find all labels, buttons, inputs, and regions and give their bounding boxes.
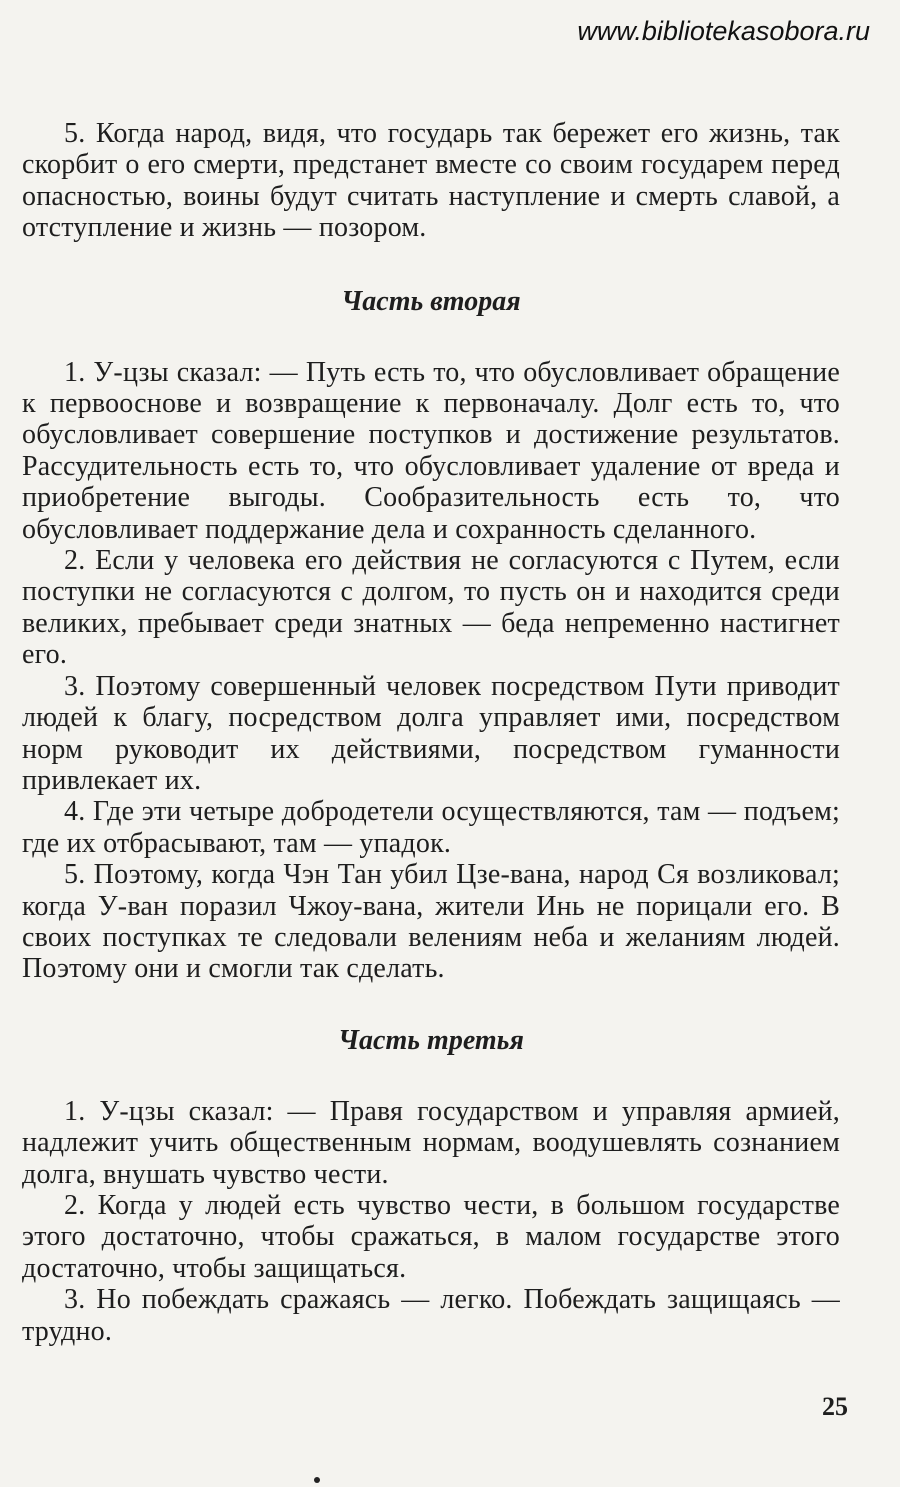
page-number: 25 (822, 1392, 848, 1421)
part-three-paragraph-3: 3. Но побеждать сражаясь — легко. Побеждать защищаясь — трудно. (22, 1284, 840, 1347)
part-three-paragraph-1: 1. У-цзы сказал: — Правя государством и управляя армией, надлежит учить общественным нормам, воодушевлять сознанием долга, внушать чувство чести. (22, 1095, 840, 1190)
page-body (22, 118, 840, 1347)
part-two-paragraph-3: 3. Поэтому совершенный человек посредством Пути приводит людей к благу, посредством долга управляет ими, посредством норм руководит их действиями, посредством гуманности привлекает их. (22, 670, 840, 796)
site-watermark: www.bibliotekasobora.ru (577, 16, 870, 46)
part-two-paragraph-1: 1. У-цзы сказал: — Путь есть то, что обусловливает обращение к первооснове и возвращение к первоначалу. Долг есть то, что обусловливает совершение поступков и достижение результатов. Рассудительность есть то, что обусловливает удаление от вреда и приобретение выгоды. Сообразительность есть то, что обусловливает поддержание дела и сохранность сделанного. (22, 356, 840, 545)
scan-speck (314, 1477, 320, 1483)
part-two-heading: Часть вторая (341, 285, 521, 317)
part-three-paragraph-2: 2. Когда у людей есть чувство чести, в большом государстве этого достаточно, чтобы сражаться, в малом государстве этого достаточно, чтобы защищаться. (22, 1189, 840, 1284)
part-two-paragraph-2: 2. Если у человека его действия не согласуются с Путем, если поступки не согласуются с долгом, то пусть он и находится среди великих, пребывает среди знатных — беда непременно настигнет его. (22, 545, 840, 671)
intro-paragraph: 5. Когда народ, видя, что государь так бережет его жизнь, так скорбит о его смерти, предстанет вместе со своим государем перед опасностью, воины будут считать наступление и смерть славой, а отступление и жизнь — позором. (22, 118, 840, 244)
part-three-heading: Часть третья (338, 1024, 524, 1056)
part-two-paragraph-5: 5. Поэтому, когда Чэн Тан убил Цзе-вана, народ Ся возликовал; когда У-ван поразил Чжоу-вана, жители Инь не порицали его. В своих поступках те следовали велениям неба и желаниям людей. Поэтому они и смогли так сделать. (22, 859, 840, 985)
part-two-paragraph-4: 4. Где эти четыре добродетели осуществляются, там — подъем; где их отбрасывают, там — упадок. (22, 796, 840, 859)
